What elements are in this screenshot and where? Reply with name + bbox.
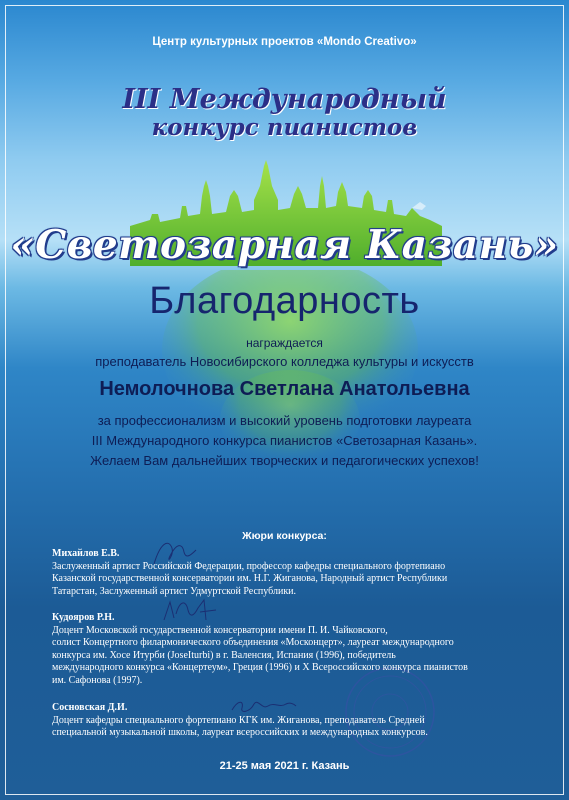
jury-member-3-line-1: Доцент кафедры специального фортепиано КГК им. Жиганова, преподаватель Средней — [52, 714, 425, 726]
organizer-header: Центр культурных проектов «Mondo Creativo» — [152, 36, 417, 48]
reason-line-2: III Международного конкурса пианистов «Светозарная Казань». — [91, 433, 478, 448]
jury-member-1-line-1: Заслуженный артист Российской Федерации, профессор кафедры специального фортепиано — [52, 560, 446, 572]
jury-member-1-name: Михайлов Е.В. — [52, 548, 120, 559]
jury-member-2-name: Кудояров Р.Н. — [52, 612, 115, 623]
jury-member-3-line-2: специальной музыкальной школы, лауреат всероссийских и международных конкурсов. — [52, 727, 428, 738]
jury-member-1-line-3: Татарстан, Заслуженный артист Удмуртской Республики. — [52, 585, 297, 597]
jury-member-2-line-3: конкурса им. Хосе Итурби (JoseIturbi) в г. Валенсия, Испания (1996), победитель — [52, 649, 396, 661]
jury-member-2-line-5: им. Сафонова (1997). — [52, 674, 143, 686]
jury-member-2-line-2: солист Концертного филармонического объединения «Москонцерт», лауреат международного — [52, 637, 454, 648]
awarded-text: награждается — [246, 336, 323, 350]
position-text: преподаватель Новосибирского колледжа культуры и искусств — [95, 354, 474, 369]
certificate-heading: Благодарность — [149, 280, 420, 322]
competition-name: «Светозарная Казань» — [10, 222, 559, 268]
jury-member-2-line-4: международного конкурса «Концертеум», Греция (1996) и X Всероссийского конкурса пианистов — [52, 662, 468, 673]
jury-member-1 — [52, 548, 532, 598]
competition-title-line1: III Международный — [122, 84, 447, 115]
date-place: 21-25 мая 2021 г. Казань — [219, 760, 350, 772]
reason-line-3: Желаем Вам дальнейших творческих и педагогических успехов! — [90, 453, 479, 468]
jury-member-3-name: Сосновская Д.И. — [52, 702, 128, 713]
recipient-name: Немолочнова Светлана Анатольевна — [99, 378, 470, 400]
competition-title-line2: конкурс пианистов — [151, 114, 418, 141]
jury-member-2 — [52, 612, 532, 687]
jury-member-3 — [52, 702, 532, 740]
jury-member-2-line-1: Доцент Московской государственной консерватории имени П. И. Чайковского, — [52, 624, 388, 636]
reason-line-1: за профессионализм и высокий уровень подготовки лауреата — [97, 413, 472, 428]
jury-title: Жюри конкурса: — [242, 530, 327, 542]
jury-member-1-line-2: Казанской государственной консерватории им. Н.Г. Жиганова, Народный артист Республики — [52, 573, 448, 584]
